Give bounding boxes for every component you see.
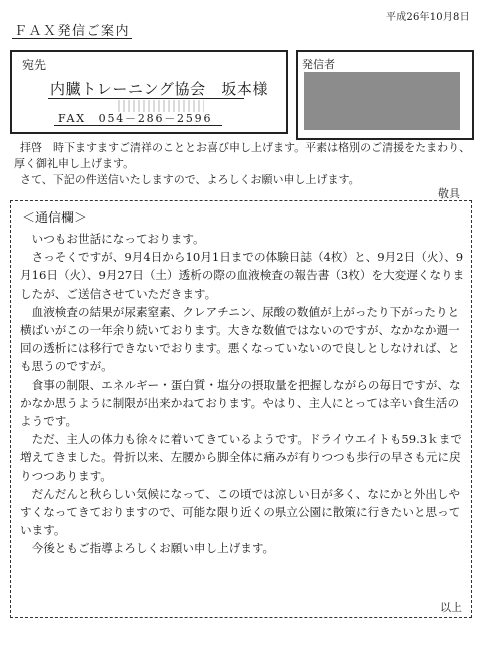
greeting-line-1: 拝啓 時下ますますご清祥のこととお喜び申し上げます。平素は格別のご清援をたまわり、	[20, 141, 471, 154]
recipient-name: 内臓トレーニング協会 坂本様	[50, 80, 269, 98]
message-closing: 以上	[440, 601, 462, 614]
recipient-label: 宛先	[22, 58, 47, 72]
title-underline	[12, 38, 132, 39]
date: 平成26年10月8日	[386, 12, 470, 23]
message-title: ＜通信欄＞	[22, 211, 88, 226]
message-paragraph: 食事の制限、エネルギー・蛋白質・塩分の摂取量を把握しながらの毎日ですが、なかなか思うように制限が出来かねております。やはり、主人にとっては辛い食生活のようです。	[20, 377, 461, 429]
message-paragraph: ただ、主人の体力も徐々に着いてきているようです。ドライウエイトも59.3ｋまで増えてきました。骨折以来、左腰から脚全体に痛みが有りつつも歩行の早さも元に戻りつつあります。	[20, 432, 462, 483]
sender-redaction	[304, 72, 460, 130]
message-paragraph: 今後ともご指導よろしくお願い申し上げます。	[20, 541, 275, 556]
message-paragraph: さっそくですが、9月4日から10月1日までの体験日誌（4枚）と、9月2日（火）、9月16日（火）、9月27日（土）透析の際の血液検査の報告書（3枚）を大変遅くなりましたが、ご送信させていただきます。	[20, 250, 465, 301]
message-paragraph: 血液検査の結果が尿素窒素、クレアチニン、尿酸の数値が上がったり下がったりと横ばいがこの一年余り続いております。大きな数値ではないのですが、なかなか週一回の透析には移行できないでおります。悪くなっていないので良しとしなければ、とも思うのですが。	[20, 304, 460, 374]
message-paragraph: いつもお世話になっております。	[20, 232, 205, 246]
greeting-line-3: さて、下記の件送信いたしますので、よろしくお願い申し上げます。	[20, 173, 360, 186]
message-paragraph: だんだんと秋らしい気候になって、この頃では涼しい日が多く、なにかと外出しやすくなってきておりますので、可能な限り近くの県立公園に散策に行きたいと思っています。	[20, 486, 461, 538]
recipient-name-underline	[48, 98, 244, 99]
greeting-closing: 敬具	[438, 187, 460, 200]
fax-number-underline	[54, 125, 222, 126]
message-body	[20, 230, 468, 558]
sender-label: 発信者	[302, 58, 335, 71]
recipient-fax-number: FAX 054－286－2596	[58, 112, 213, 125]
greeting-line-2: 厚く御礼申し上げます。	[14, 157, 135, 170]
fax-title: ＦＡＸ発信ご案内	[14, 24, 131, 39]
